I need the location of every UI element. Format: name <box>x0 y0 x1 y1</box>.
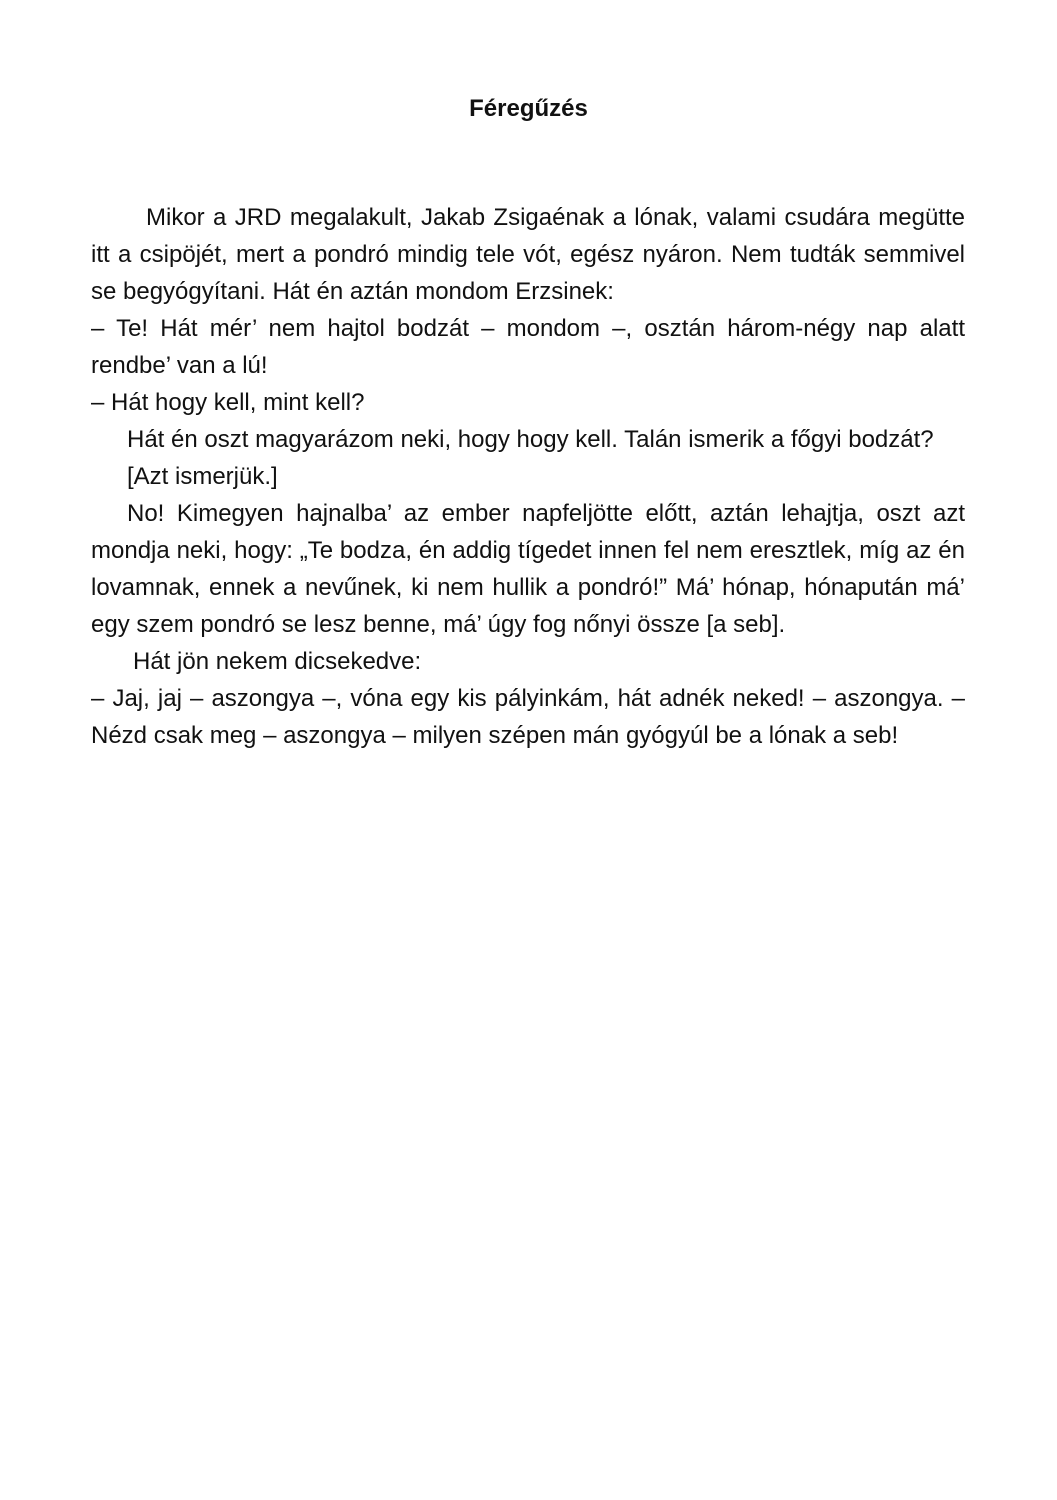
paragraph: – Jaj, jaj – aszongya –, vóna egy kis pályinkám, hát adnék neked! – aszongya. – Nézd csak meg – aszongya – milyen szépen mán gyógyúl be a lónak a seb! <box>91 685 965 749</box>
document-title: Féregűzés <box>469 95 588 122</box>
paragraph: Mikor a JRD megalakult, Jakab Zsigaénak a lónak, valami csudára megütte itt a csipöjét, mert a pondró mindig tele vót, egész nyáron. Nem tudták semmivel se begyógyítani. Hát én aztán mondom Erzsinek: <box>91 204 965 305</box>
paragraph: No! Kimegyen hajnalba’ az ember napfeljötte előtt, aztán lehajtja, oszt azt mondja neki, hogy: „Te bodza, én addig tígedet innen fel nem eresztlek, míg az én lovamnak, ennek a nevűnek, ki nem hullik a pondró!” Má’ hónap, hónapután má’ egy szem pondró se lesz benne, má’ úgy fog nőnyi össze [a seb]. <box>91 500 965 638</box>
document-body <box>91 199 965 754</box>
paragraph: Hát én oszt magyarázom neki, hogy hogy kell. Talán ismerik a főgyi bodzát? <box>127 426 934 453</box>
paragraph: – Hát hogy kell, mint kell? <box>91 389 365 416</box>
paragraph: [Azt ismerjük.] <box>127 463 278 490</box>
paragraph: Hát jön nekem dicsekedve: <box>133 648 422 675</box>
paragraph: – Te! Hát mér’ nem hajtol bodzát – mondom –, osztán három-négy nap alatt rendbe’ van a lú! <box>91 315 965 379</box>
